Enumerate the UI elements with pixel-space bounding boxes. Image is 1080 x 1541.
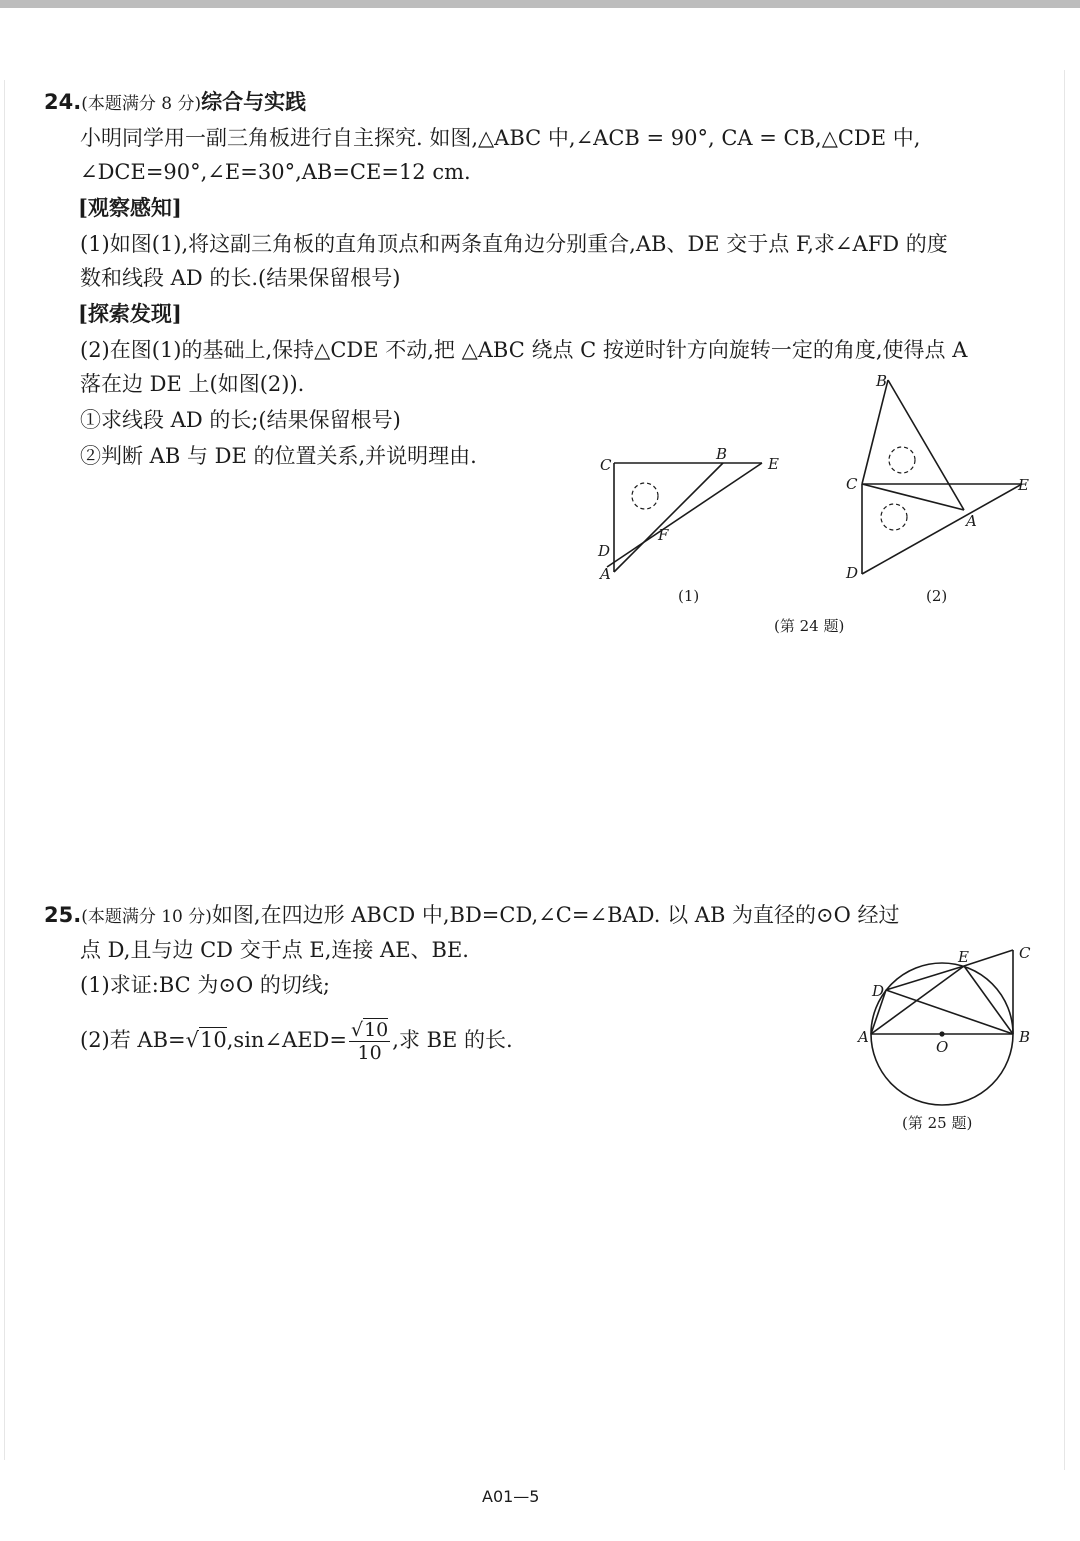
q25-sin-numerator: √10 — [350, 1019, 389, 1041]
q24-figure-1 — [590, 445, 790, 585]
fig1-label-b: B — [716, 445, 728, 463]
q24-part2-line1: (2)在图(1)的基础上,保持△CDE 不动,把 △ABC 绕点 C 按逆时针方向旋转一定的角度,使得点 A — [80, 338, 968, 362]
q24-points: (本题满分 8 分) — [81, 94, 202, 114]
fig2-label-e: E — [1018, 476, 1029, 494]
scan-left-edge — [4, 80, 5, 1460]
fig1-label-e: E — [768, 455, 779, 473]
page-footer-code: A01—5 — [482, 1487, 540, 1506]
q24-part1-line1: (1)如图(1),将这副三角板的直角顶点和两条直角边分别重合,AB、DE 交于点 F,求∠AFD 的度 — [80, 232, 948, 256]
q25-part1: (1)求证:BC 为⊙O 的切线; — [80, 973, 330, 997]
fig25-label-o: O — [936, 1038, 949, 1056]
fig25-segment-bd — [886, 990, 1013, 1034]
scan-right-edge — [1064, 70, 1065, 1470]
fig1-caption: (1) — [678, 587, 700, 605]
q24-part1-line2: 数和线段 AD 的长.(结果保留根号) — [80, 266, 401, 290]
fig25-label-c: C — [1019, 944, 1031, 962]
fig1-segment-de — [607, 463, 762, 567]
fig2-segment-ca — [862, 484, 964, 510]
fig25-label-e: E — [958, 948, 969, 966]
q25-stem-line2: 点 D,且与边 CD 交于点 E,连接 AE、BE. — [80, 938, 469, 962]
q25-figure — [848, 938, 1048, 1114]
fig2-segment-de — [862, 484, 1022, 574]
q25-sin-denominator: 10 — [357, 1042, 382, 1064]
q24-sub2: ②判断 AB 与 DE 的位置关系,并说明理由. — [80, 444, 477, 468]
q24-figure-2 — [840, 368, 1040, 584]
fig1-label-a: A — [600, 565, 611, 583]
fig25-label-b: B — [1019, 1028, 1031, 1046]
scan-top-border — [0, 0, 1080, 8]
q25-part2-suffix: ,求 BE 的长. — [392, 1028, 513, 1052]
q25-part2-prefix: (2)若 AB= — [80, 1028, 186, 1052]
q24-header — [44, 88, 306, 118]
q24-sub1: ①求线段 AD 的长;(结果保留根号) — [80, 408, 401, 432]
fig25-segment-ae — [871, 966, 964, 1034]
q24-number: 24. — [44, 90, 82, 114]
q24-section-observe: [观察感知] — [78, 195, 182, 220]
q24-intro-line1: 小明同学用一副三角板进行自主探究. 如图,△ABC 中,∠ACB = 90°, CA = CB,△CDE 中, — [80, 126, 921, 150]
q25-ab-radicand: 10 — [200, 1028, 227, 1052]
q25-figure-caption: (第 25 题) — [902, 1114, 973, 1132]
fig2-hole-circle-lower — [881, 504, 907, 530]
q25-part2-mid: ,sin∠AED= — [226, 1028, 347, 1052]
q25-sin-fraction — [349, 1019, 390, 1064]
q24-topic: 综合与实践 — [201, 89, 307, 114]
q25-sin-numerator-radicand: 10 — [364, 1019, 389, 1041]
fig2-label-a: A — [966, 512, 977, 530]
fig2-hole-circle-upper — [889, 447, 915, 473]
fig2-label-d: D — [846, 564, 859, 582]
fig25-label-d: D — [872, 982, 885, 1000]
fig1-hole-circle — [632, 483, 658, 509]
q24-part2-line2: 落在边 DE 上(如图(2)). — [80, 372, 305, 396]
fig25-segment-be — [964, 966, 1013, 1034]
q25-number: 25. — [44, 903, 82, 927]
fig2-label-b: B — [876, 372, 888, 390]
fig1-segment-ab — [614, 463, 723, 572]
fig2-caption: (2) — [926, 587, 948, 605]
q25-stem-text: 如图,在四边形 ABCD 中,BD=CD,∠C=∠BAD. 以 AB 为直径的⊙O 经过 — [211, 903, 900, 927]
fig25-label-a: A — [858, 1028, 869, 1046]
q24-figure-caption: (第 24 题) — [774, 617, 845, 635]
q25-stem-line1 — [44, 901, 900, 931]
q25-points: (本题满分 10 分) — [81, 907, 212, 927]
fig2-segment-cb — [862, 380, 888, 484]
fig25-center-point — [939, 1031, 944, 1036]
fig25-segment-ce — [964, 950, 1013, 966]
fig1-label-c: C — [600, 456, 612, 474]
fig1-label-d: D — [598, 542, 611, 560]
q24-section-explore: [探索发现] — [78, 301, 182, 326]
fig1-label-f: F — [658, 526, 669, 544]
fig2-label-c: C — [846, 475, 858, 493]
q25-part2 — [80, 1018, 513, 1064]
fig2-segment-ba — [888, 380, 964, 510]
q24-intro-line2: ∠DCE=90°,∠E=30°,AB=CE=12 cm. — [80, 160, 471, 184]
q25-ab-sqrt: √10 — [185, 1028, 227, 1052]
